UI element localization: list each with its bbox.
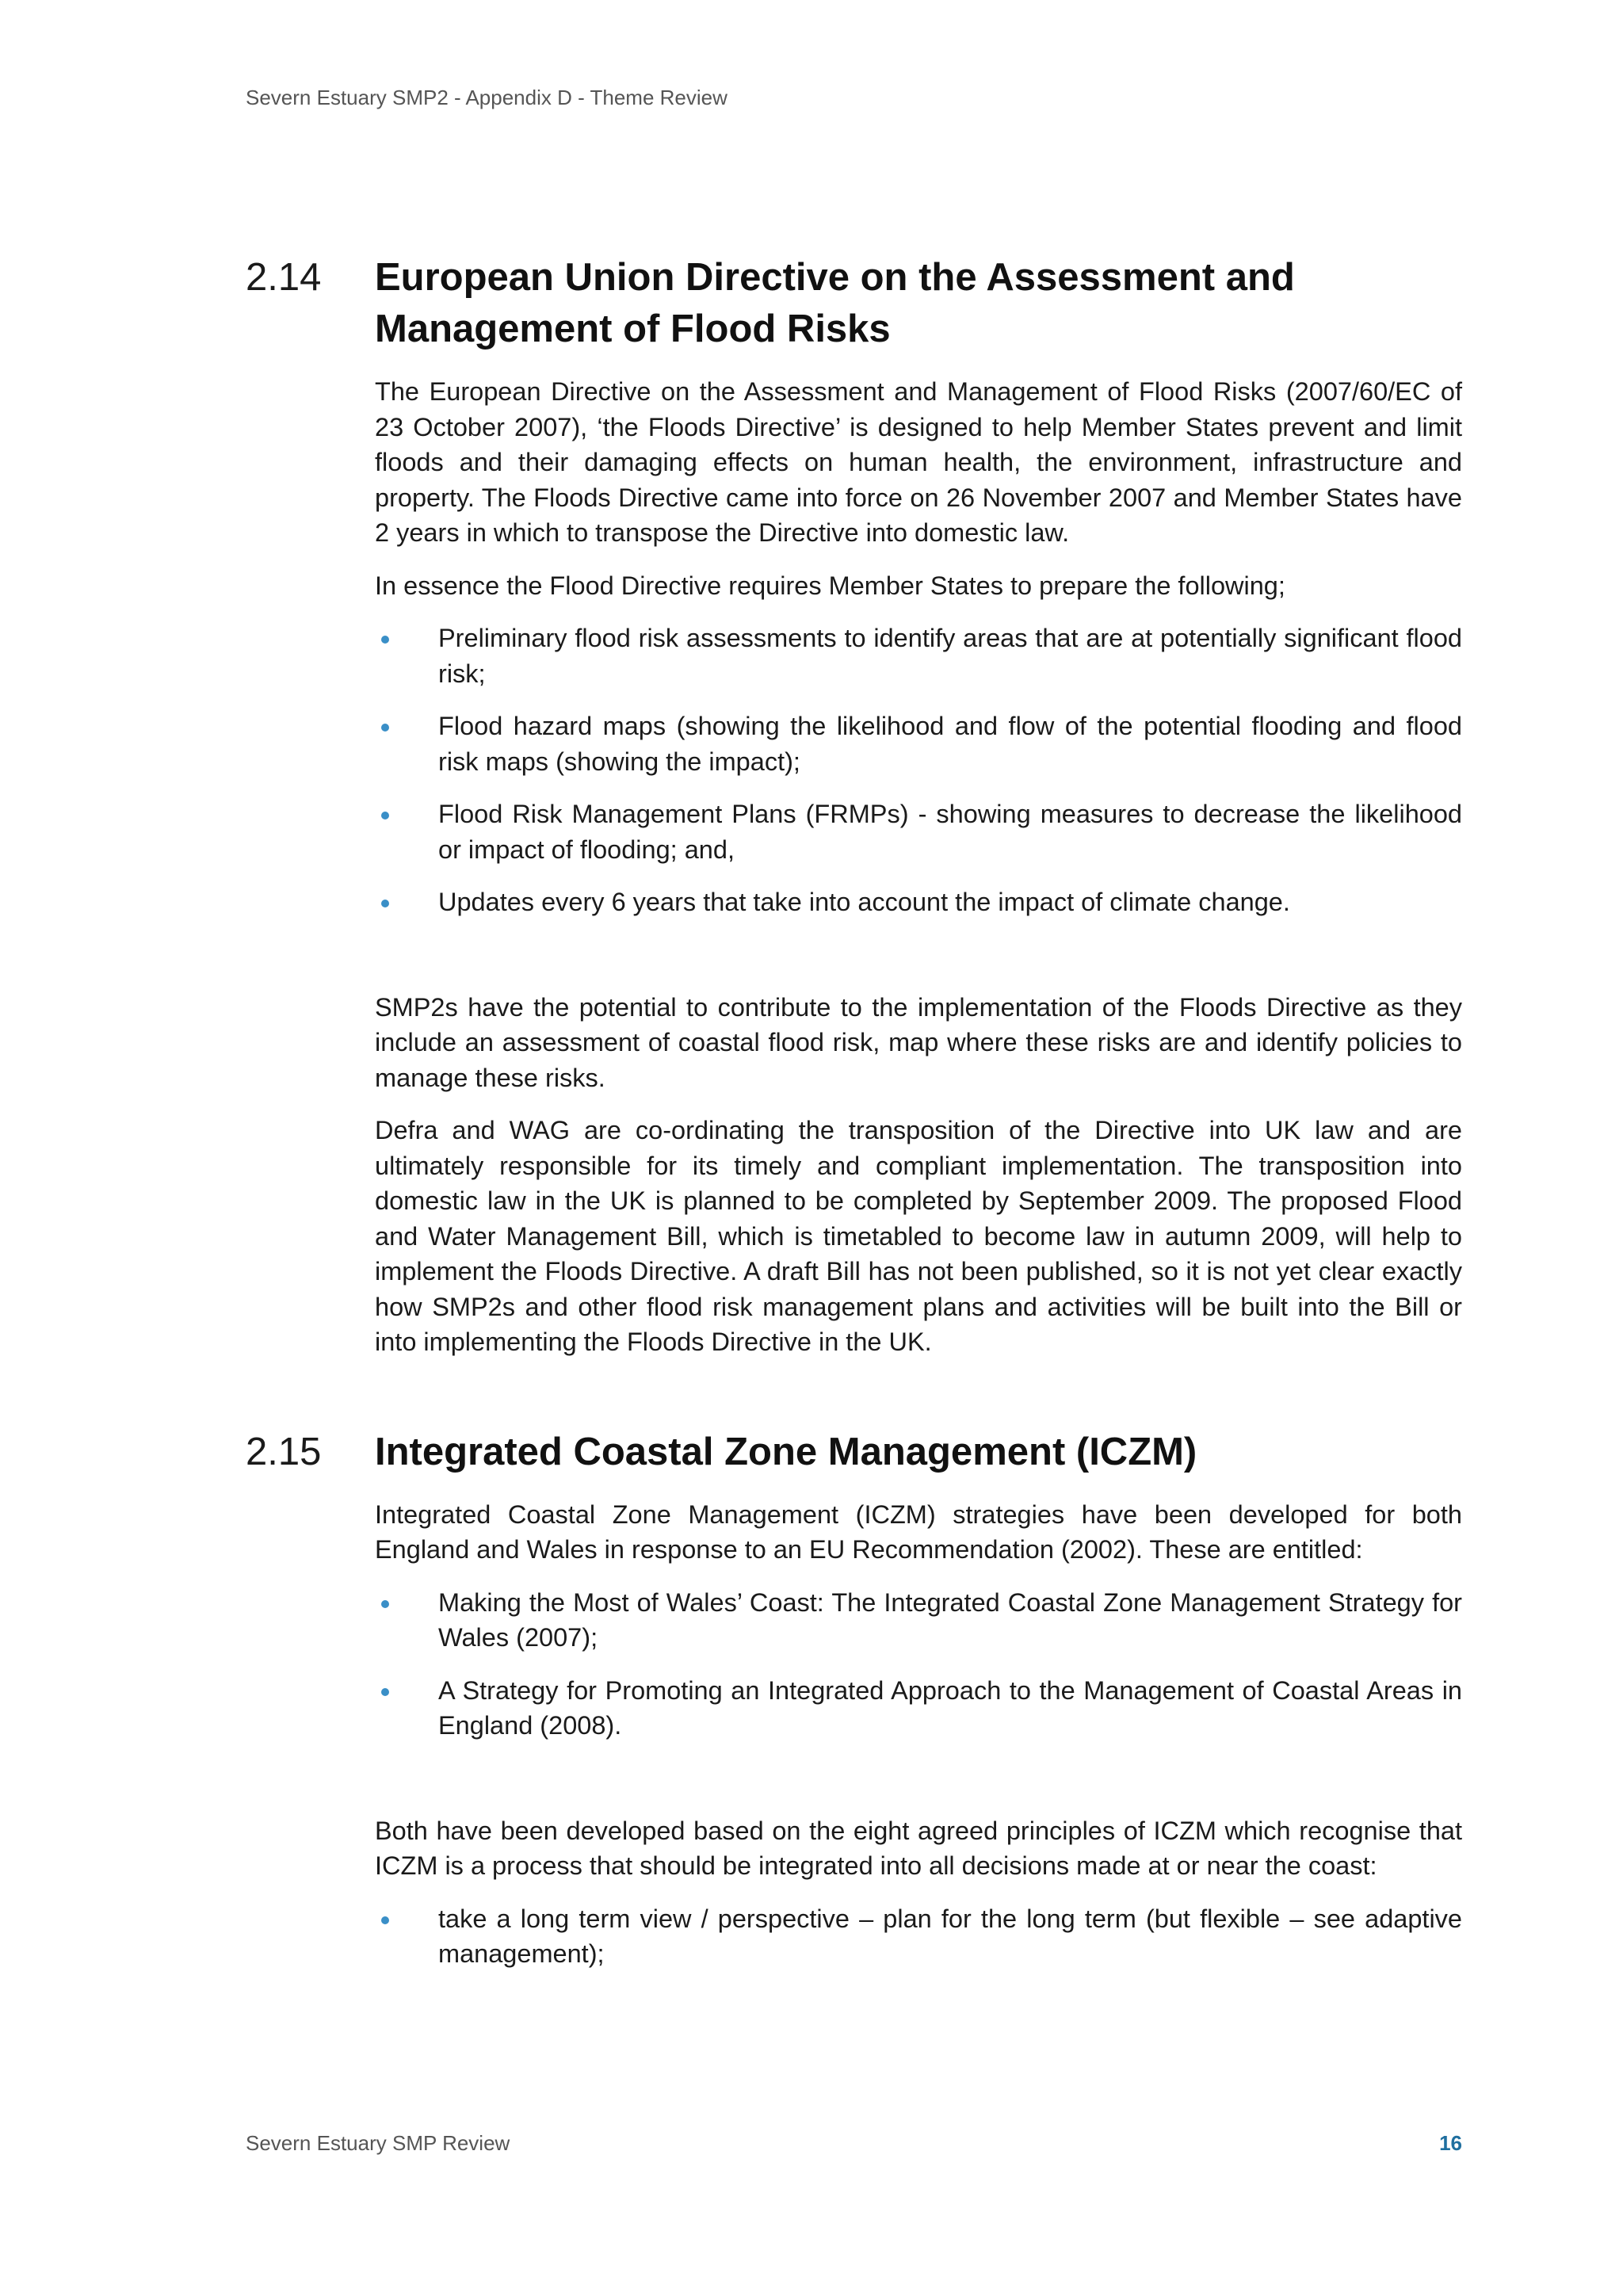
bullet-icon	[381, 636, 389, 644]
bullet-list	[375, 621, 1462, 920]
list-item	[375, 797, 1462, 867]
running-header: Severn Estuary SMP2 - Appendix D - Theme Review	[246, 86, 727, 109]
paragraph: The European Directive on the Assessment and Management of Flood Risks (2007/60/EC of 23 October 2007), ‘the Floods Directive’ is designed to help Member States prevent and limit floods and their damaging effects on human health, the environment, infrastructure and property. The Floods Directive came into force on 26 November 2007 and Member States have 2 years in which to transpose the Directive into domestic law.	[375, 377, 1462, 547]
bullet-icon	[381, 812, 389, 819]
paragraph: In essence the Flood Directive requires Member States to prepare the following;	[375, 571, 1285, 600]
paragraph: Integrated Coastal Zone Management (ICZM) strategies have been developed for both England and Wales in response to an EU Recommendation (2002). These are entitled:	[375, 1499, 1462, 1564]
section-body	[375, 374, 1462, 1360]
list-item	[375, 1673, 1462, 1744]
list-item-text: take a long term view / perspective – plan for the long term (but flexible – see adaptive management);	[438, 1904, 1462, 1968]
list-item-text: A Strategy for Promoting an Integrated Approach to the Management of Coastal Areas in England (2008).	[438, 1675, 1462, 1740]
list-item	[375, 884, 1462, 920]
section-title: European Union Directive on the Assessment and Management of Flood Risks	[375, 256, 1295, 350]
bullet-icon	[381, 1600, 389, 1608]
section-heading	[246, 1427, 1462, 1478]
bullet-icon	[381, 1688, 389, 1696]
footer-title: Severn Estuary SMP Review	[246, 2131, 510, 2155]
bullet-list	[375, 1901, 1462, 1972]
list-item-text: Making the Most of Wales’ Coast: The Integrated Coastal Zone Management Strategy for Wales (2007);	[438, 1587, 1462, 1652]
list-item	[375, 1585, 1462, 1656]
bullet-icon	[381, 724, 389, 732]
bullet-list	[375, 1585, 1462, 1744]
list-item-text: Flood hazard maps (showing the likelihood and flow of the potential flooding and flood risk maps (showing the impact);	[438, 712, 1462, 776]
document-content	[246, 252, 1462, 1989]
section-title: Integrated Coastal Zone Management (ICZM)	[375, 1430, 1197, 1473]
spacer	[375, 938, 1462, 990]
paragraph: SMP2s have the potential to contribute to the implementation of the Floods Directive as they include an assessment of coastal flood risk, map where these risks are and identify policies to manage these risks.	[375, 992, 1462, 1092]
running-footer	[246, 2131, 1462, 2156]
section-number: 2.15	[246, 1430, 322, 1473]
list-item-text: Updates every 6 years that take into account the impact of climate change.	[438, 888, 1290, 916]
section-2-15	[246, 1427, 1462, 1972]
list-item-text: Preliminary flood risk assessments to identify areas that are at potentially significant flood risk;	[438, 624, 1462, 688]
bullet-icon	[381, 900, 389, 907]
bullet-icon	[381, 1916, 389, 1924]
section-heading	[246, 252, 1462, 355]
paragraph: Defra and WAG are co-ordinating the transposition of the Directive into UK law and are ultimately responsible for its timely and compliant implementation. The transposition into domestic law in the UK is planned to be completed by September 2009. The proposed Flood and Water Management Bill, which is timetabled to become law in autumn 2009, will help to implement the Floods Directive. A draft Bill has not been published, so it is not yet clear exactly how SMP2s and other flood risk management plans and activities will be built into the Bill or into implementing the Floods Directive in the UK.	[375, 1116, 1462, 1356]
list-item	[375, 1901, 1462, 1972]
section-2-14	[246, 252, 1462, 1360]
spacer	[246, 1377, 1462, 1427]
page-number: 16	[1439, 2131, 1462, 2155]
paragraph: Both have been developed based on the eight agreed principles of ICZM which recognise that ICZM is a process that should be integrated into all decisions made at or near the coast:	[375, 1816, 1462, 1880]
list-item	[375, 621, 1462, 691]
list-item	[375, 709, 1462, 779]
section-body	[375, 1497, 1462, 1972]
section-number: 2.14	[246, 256, 322, 299]
list-item-text: Flood Risk Management Plans (FRMPs) - showing measures to decrease the likelihood or impact of flooding; and,	[438, 800, 1462, 864]
spacer	[375, 1761, 1462, 1813]
